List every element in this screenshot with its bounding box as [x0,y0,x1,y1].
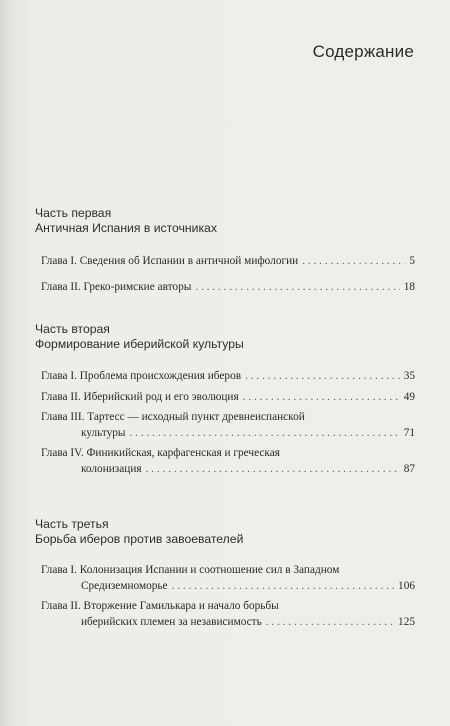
toc-entry[interactable] [41,369,415,385]
chapter-title: Глава I. Сведения об Испании в античной мифологии [41,255,299,267]
page-number: 71 [403,426,415,439]
toc-entry[interactable] [41,410,415,441]
chapter-title-continued: Средиземноморье [81,579,168,592]
part-2 [35,322,415,475]
chapter-title: Глава IV. Финикийская, карфагенская и греческая [41,447,280,459]
page-number: 87 [403,462,415,475]
chapter-title: Глава II. Вторжение Гамилькара и начало борьбы [41,600,279,612]
chapter-title: Глава I. Колонизация Испании и соотношение сил в Западном [41,564,340,576]
page-number: 35 [403,370,415,382]
part-label: Часть третья [35,517,109,531]
toc-entry[interactable] [41,280,415,296]
chapter-title: Глава II. Греко-римские авторы [41,280,192,293]
chapter-title: Глава III. Тартесс — исходный пункт древнеиспанской [41,411,305,423]
dot-leader [302,254,405,270]
page-number: 106 [398,579,415,592]
toc-entry[interactable] [41,254,415,270]
chapter-title: Глава II. Иберийский род и его эволюция [41,390,239,403]
dot-leader [172,579,394,595]
page-number: 125 [398,615,415,628]
part-title: Борьба иберов против завоевателей [35,532,244,546]
toc-entry[interactable] [41,599,415,630]
chapter-title-continued: иберийских племен за независимость [81,615,262,628]
dot-leader [245,369,400,385]
part-label: Часть первая [35,206,112,220]
toc-entry[interactable] [41,390,415,406]
part-title: Формирование иберийской культуры [35,337,244,351]
part-1 [35,206,415,293]
page-number: 5 [409,255,415,267]
dot-leader [266,615,394,631]
dot-leader [243,390,400,406]
chapter-title: Глава I. Проблема происхождения иберов [41,370,242,382]
page-number: 49 [403,390,415,403]
part-label: Часть вторая [35,322,110,336]
part-title: Античная Испания в источниках [35,221,217,235]
page-title: Содержание [312,42,414,61]
toc-entry[interactable] [41,563,415,594]
chapter-title-continued: колонизация [81,462,142,475]
toc-entry[interactable] [41,446,415,477]
dot-leader [146,462,400,478]
page-number: 18 [403,280,415,293]
dot-leader [195,280,399,296]
part-3 [35,517,415,628]
chapter-title-continued: культуры [81,426,126,439]
dot-leader [130,426,400,442]
